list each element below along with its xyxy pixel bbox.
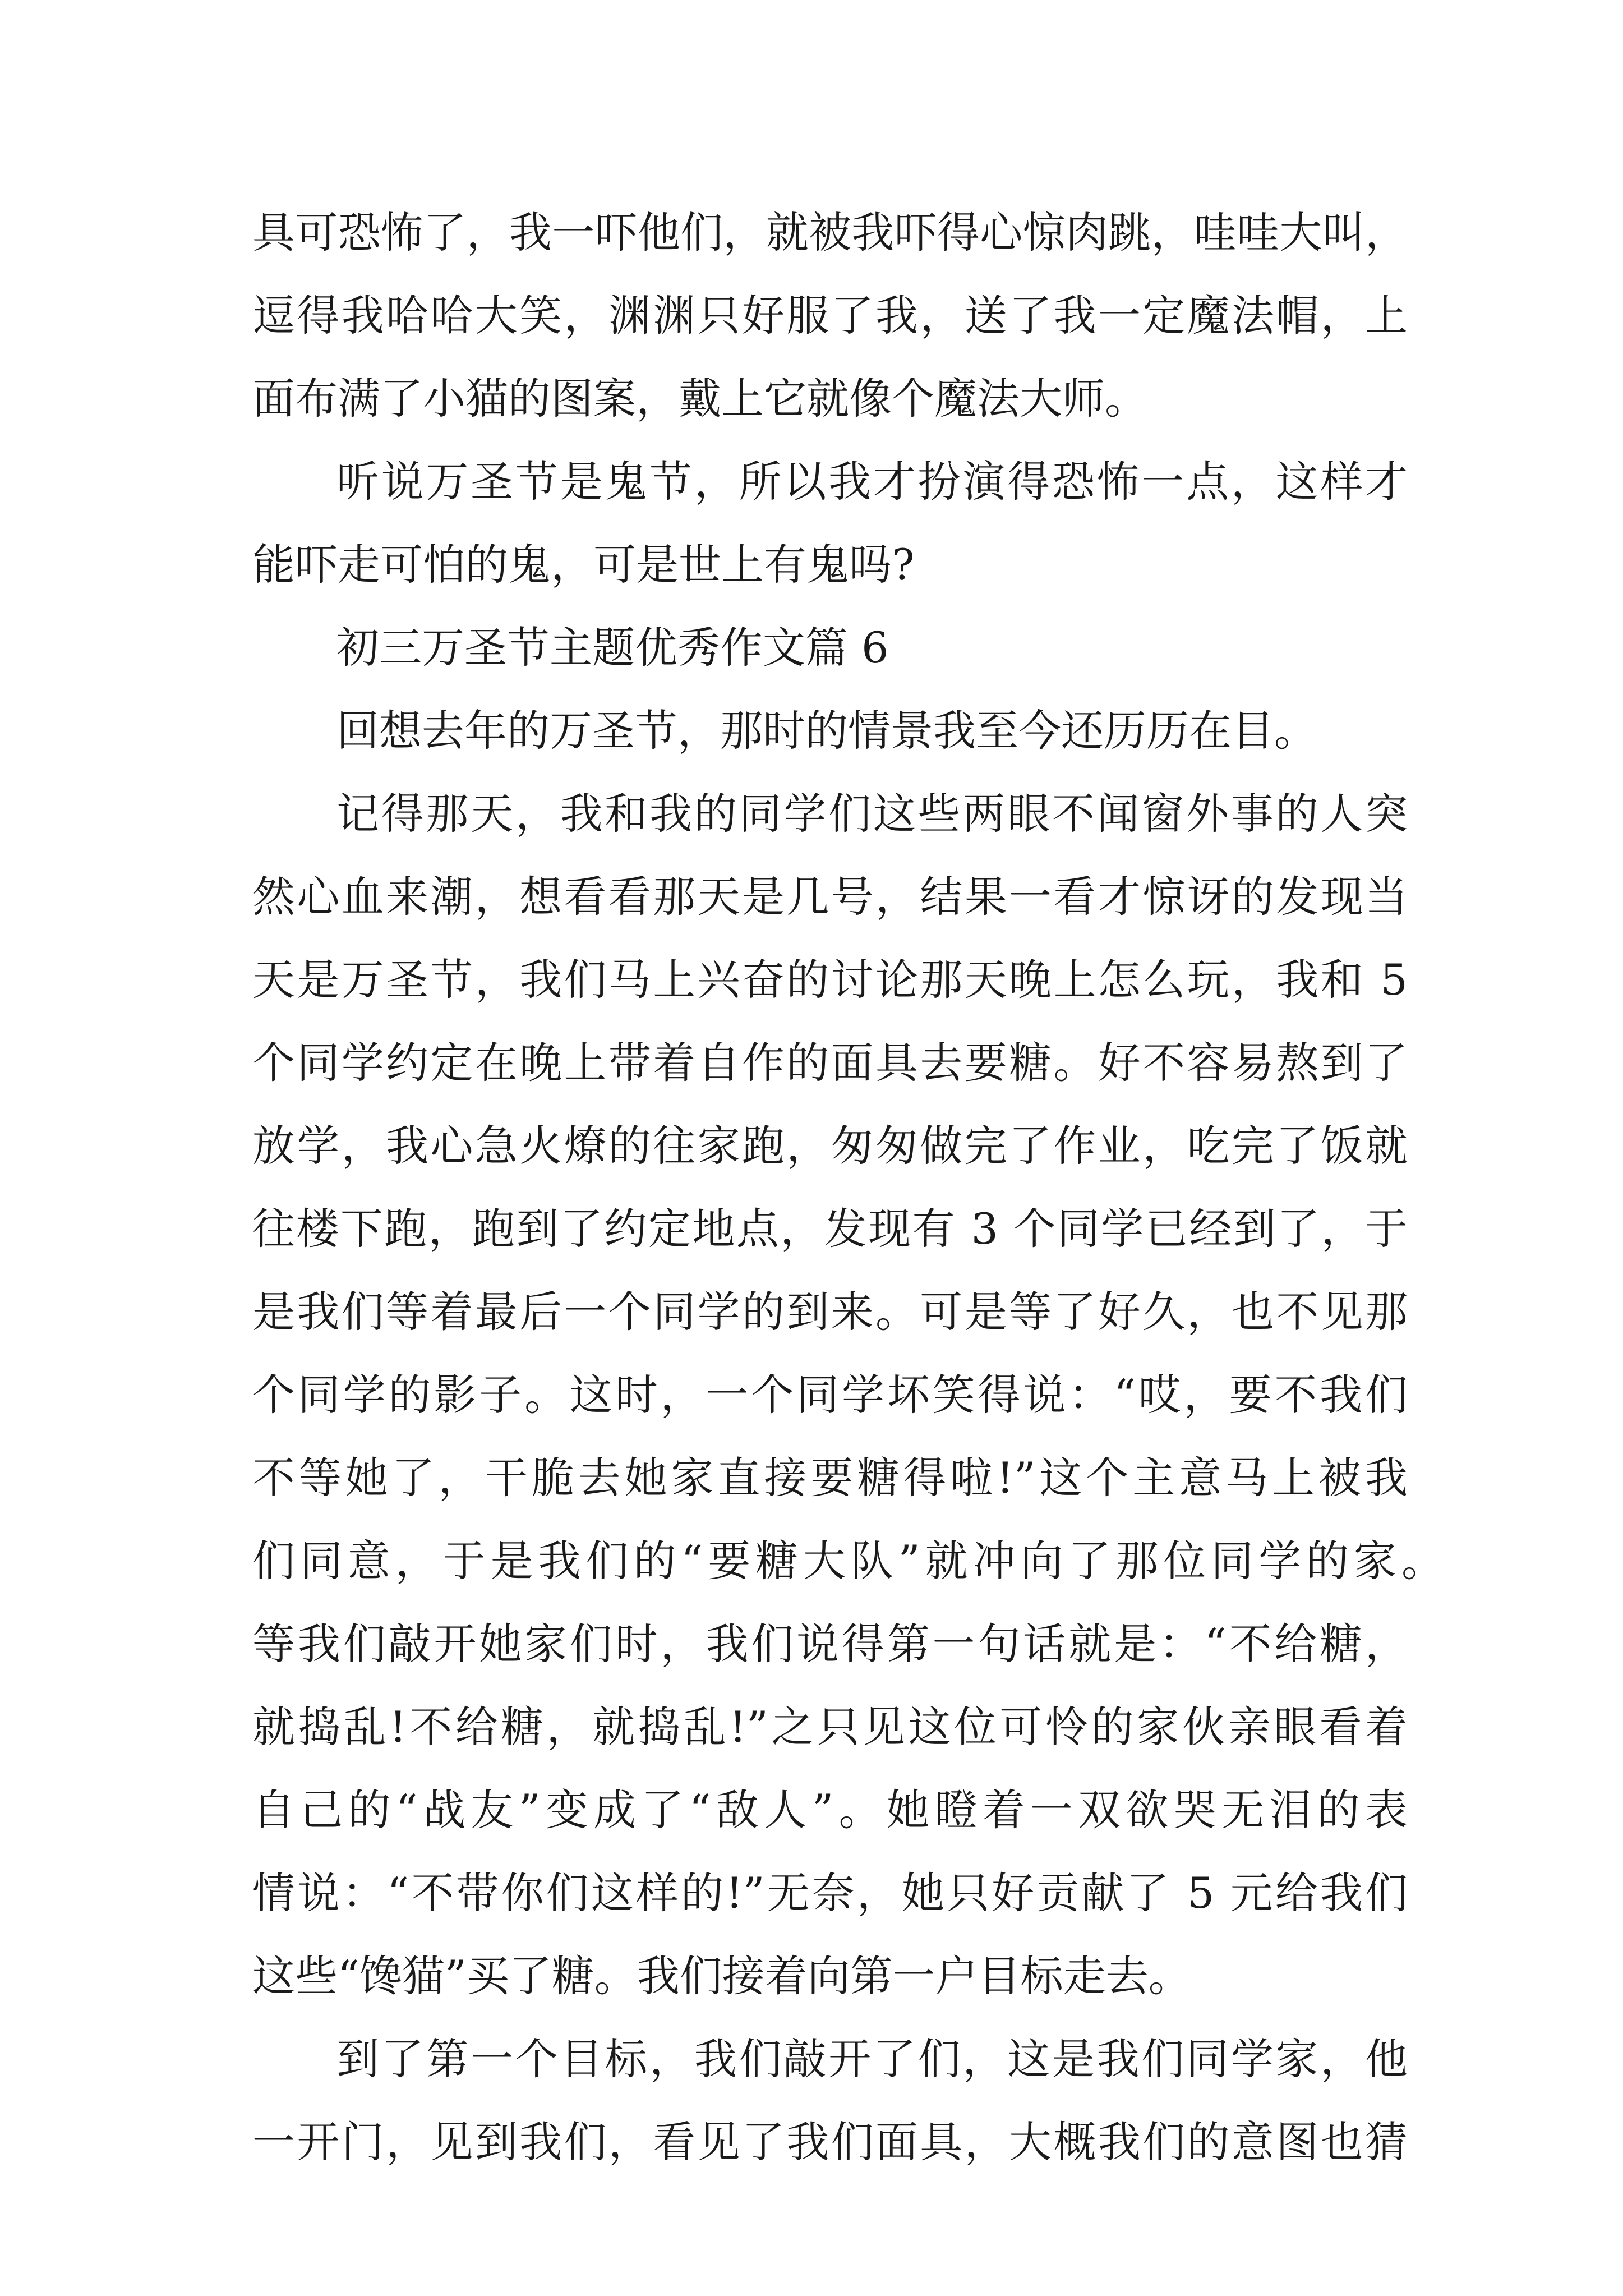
paragraph-4-line-9: 不等她了，干脆去她家直接要糖得啦!”这个主意马上被我	[252, 1453, 1408, 1503]
paragraph-4-line-11: 等我们敲开她家们时，我们说得第一句话就是：“不给糖，	[252, 1619, 1408, 1669]
body-line-1: 具可恐怖了，我一吓他们，就被我吓得心惊肉跳，哇哇大叫，	[252, 208, 1408, 257]
paragraph-2-line-2: 能吓走可怕的鬼，可是世上有鬼吗?	[252, 540, 915, 590]
paragraph-4-line-1: 记得那天，我和我的同学们这些两眼不闻窗外事的人突	[336, 789, 1408, 839]
paragraph-4-line-6: 往楼下跑，跑到了约定地点，发现有 3 个同学已经到了，于	[252, 1204, 1408, 1254]
section-heading: 初三万圣节主题优秀作文篇 6	[336, 623, 889, 673]
paragraph-2-line-1: 听说万圣节是鬼节，所以我才扮演得恐怖一点，这样才	[336, 457, 1408, 507]
body-line-3: 面布满了小猫的图案，戴上它就像个魔法大师。	[252, 374, 1147, 424]
paragraph-4-line-2: 然心血来潮，想看看那天是几号，结果一看才惊讶的发现当	[252, 872, 1408, 922]
paragraph-4-line-5: 放学，我心急火燎的往家跑，匆匆做完了作业，吃完了饭就	[252, 1121, 1408, 1171]
paragraph-5-line-1: 到了第一个目标，我们敲开了们，这是我们同学家，他	[336, 2034, 1408, 2084]
body-line-2: 逗得我哈哈大笑，渊渊只好服了我，送了我一定魔法帽，上	[252, 291, 1408, 341]
paragraph-5-line-2: 一开门，见到我们，看见了我们面具，大概我们的意图也猜	[252, 2117, 1408, 2167]
paragraph-4-line-12: 就捣乱!不给糖，就捣乱!”之只见这位可怜的家伙亲眼看着	[252, 1702, 1408, 1752]
paragraph-4-line-14: 情说：“不带你们这样的!”无奈，她只好贡献了 5 元给我们	[252, 1868, 1408, 1918]
paragraph-4-line-13: 自己的“战友”变成了“敌人”。她瞪着一双欲哭无泪的表	[252, 1785, 1408, 1835]
paragraph-4-line-3: 天是万圣节，我们马上兴奋的讨论那天晚上怎么玩，我和 5	[252, 955, 1408, 1005]
paragraph-3-line-1: 回想去年的万圣节，那时的情景我至今还历历在目。	[336, 706, 1317, 756]
paragraph-4-line-4: 个同学约定在晚上带着自作的面具去要糖。好不容易熬到了	[252, 1038, 1408, 1088]
paragraph-4-line-10: 们同意，于是我们的“要糖大队”就冲向了那位同学的家。	[252, 1536, 1444, 1586]
paragraph-4-line-7: 是我们等着最后一个同学的到来。可是等了好久，也不见那	[252, 1287, 1408, 1337]
paragraph-4-line-8: 个同学的影子。这时，一个同学坏笑得说：“哎，要不我们	[252, 1370, 1408, 1420]
paragraph-4-line-15: 这些“馋猫”买了糖。我们接着向第一户目标走去。	[252, 1951, 1191, 2001]
